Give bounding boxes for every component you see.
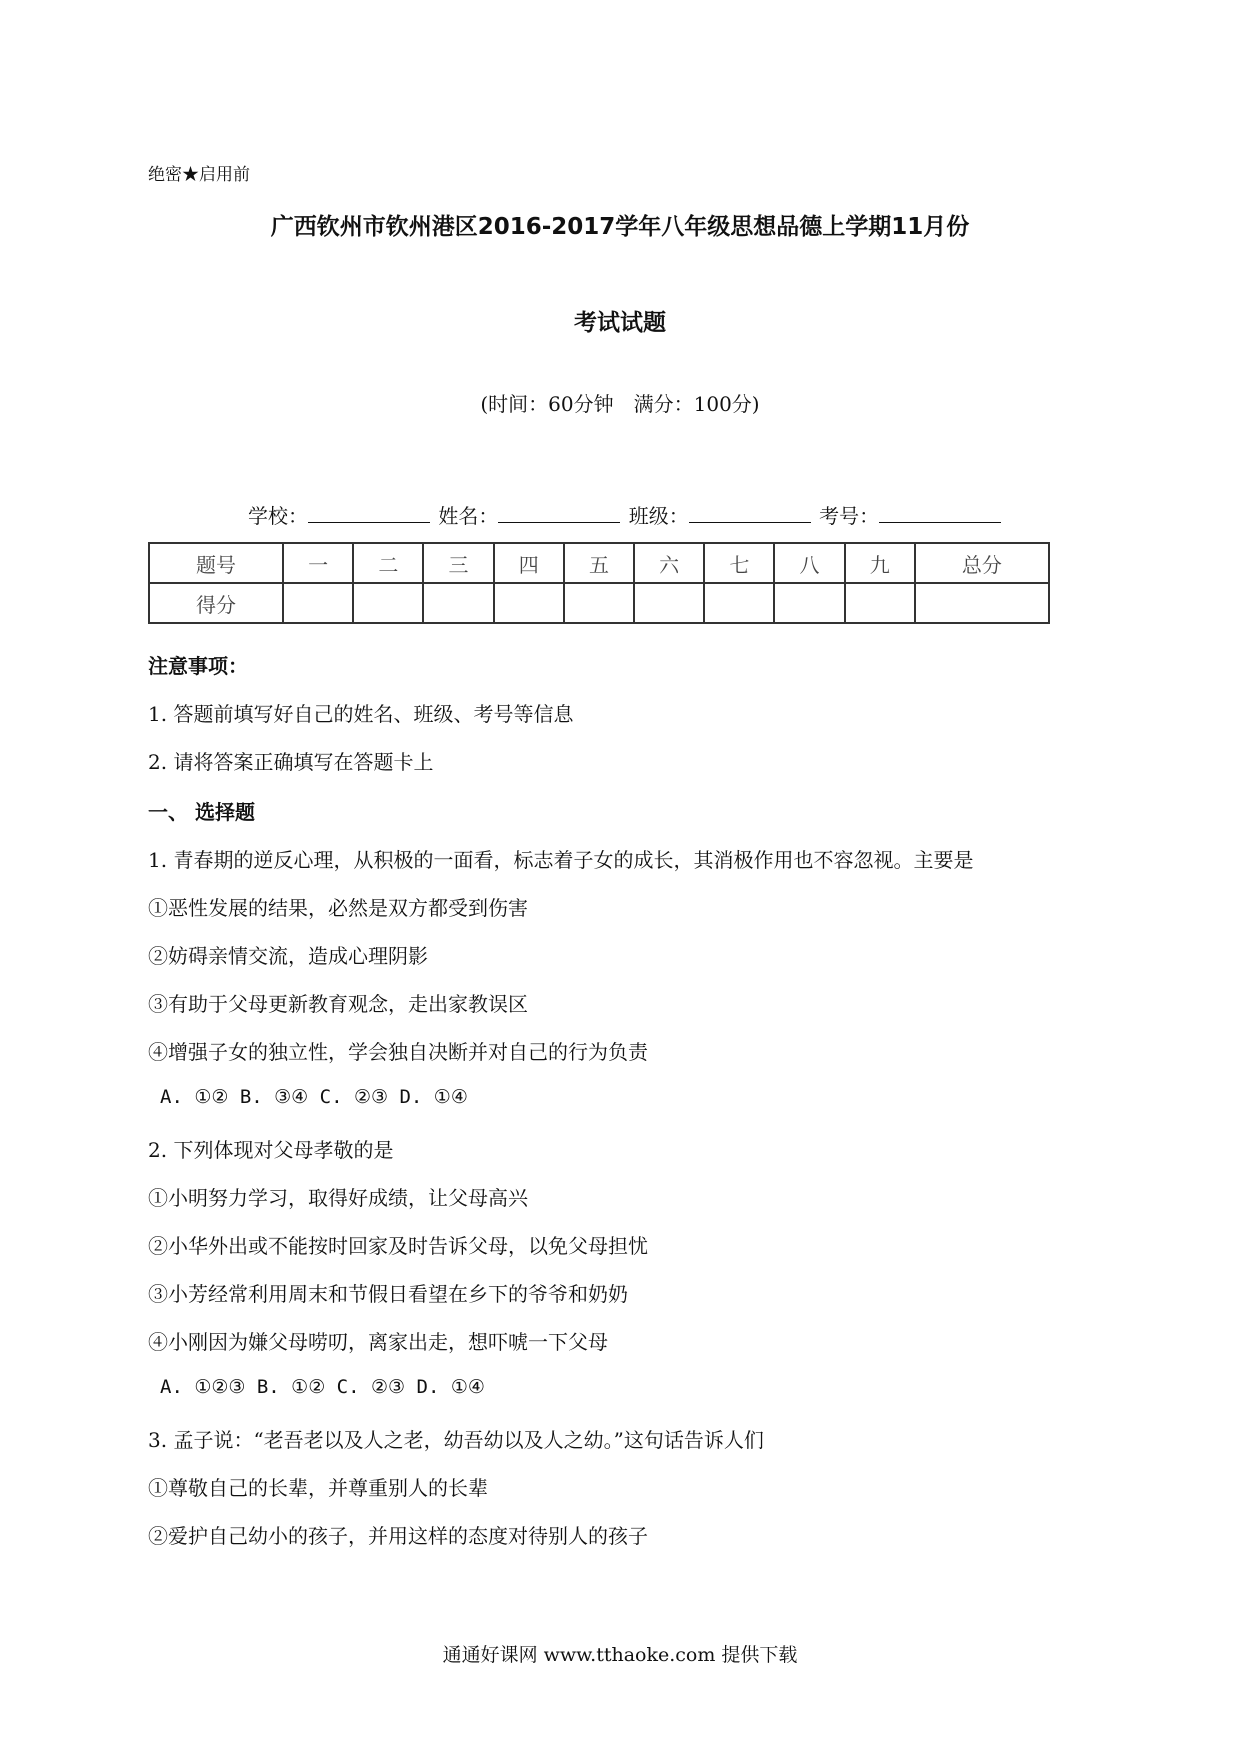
score-table-cell: 六 [634,543,704,583]
score-table-cell: 总分 [915,543,1049,583]
question-options: A. ①②③ B. ①② C. ②③ D. ①④ [160,1376,485,1398]
time-and-score-info: (时间：60分钟 满分：100分) [480,392,760,416]
score-table-cell: 三 [423,543,493,583]
question-item: ①恶性发展的结果，必然是双方都受到伤害 [148,896,528,920]
score-table-cell: 四 [494,543,564,583]
name-blank[interactable] [498,504,620,523]
note-item: 2. 请将答案正确填写在答题卡上 [148,750,434,774]
exam-title-line2: 考试试题 [574,310,666,336]
section-title: 一、 选择题 [148,800,255,824]
question-stem: 1. 青春期的逆反心理，从积极的一面看，标志着子女的成长，其消极作用也不容忽视。主要是 [148,848,974,872]
score-table-header-row [149,543,1049,583]
score-row-label: 得分 [149,583,283,623]
question-stem: 2. 下列体现对父母孝敬的是 [148,1138,394,1162]
question-item: ③小芳经常利用周末和节假日看望在乡下的爷爷和奶奶 [148,1282,628,1306]
class-blank[interactable] [689,504,811,523]
question-item: ②爱护自己幼小的孩子，并用这样的态度对待别人的孩子 [148,1524,648,1548]
score-cell[interactable] [283,583,353,623]
score-cell[interactable] [564,583,634,623]
score-cell[interactable] [774,583,844,623]
score-table-cell: 二 [353,543,423,583]
name-label: 姓名： [438,504,499,528]
score-cell[interactable] [494,583,564,623]
score-table [148,542,1050,624]
question-item: ②小华外出或不能按时回家及时告诉父母，以免父母担忧 [148,1234,648,1258]
score-cell[interactable] [704,583,774,623]
score-cell[interactable] [634,583,704,623]
question-item: ②妨碍亲情交流，造成心理阴影 [148,944,428,968]
score-table-cell: 一 [283,543,353,583]
question-item: ①尊敬自己的长辈，并尊重别人的长辈 [148,1476,488,1500]
class-label: 班级： [628,504,689,528]
number-blank[interactable] [879,504,1001,523]
notes-title: 注意事项： [148,654,248,678]
exam-title-line1: 广西钦州市钦州港区2016-2017学年八年级思想品德上学期11月份 [270,214,970,240]
student-info-line [248,500,1003,529]
score-cell[interactable] [353,583,423,623]
school-label: 学校： [248,504,308,528]
question-options: A. ①② B. ③④ C. ②③ D. ①④ [160,1086,468,1108]
school-blank[interactable] [308,504,430,523]
score-cell[interactable] [915,583,1049,623]
score-table-cell: 七 [704,543,774,583]
question-item: ①小明努力学习，取得好成绩，让父母高兴 [148,1186,528,1210]
score-table-score-row [149,583,1049,623]
question-stem: 3. 孟子说：“老吾老以及人之老，幼吾幼以及人之幼。”这句话告诉人们 [148,1428,764,1452]
confidential-label: 绝密★启用前 [148,165,250,185]
note-item: 1. 答题前填写好自己的姓名、班级、考号等信息 [148,702,574,726]
score-table-cell: 题号 [149,543,283,583]
score-table-cell: 九 [845,543,915,583]
page-footer: 通通好课网 www.tthaoke.com 提供下载 [442,1644,798,1666]
question-item: ④增强子女的独立性，学会独自决断并对自己的行为负责 [148,1040,648,1064]
question-item: ④小刚因为嫌父母唠叨，离家出走，想吓唬一下父母 [148,1330,608,1354]
number-label: 考号： [819,504,880,528]
score-cell[interactable] [423,583,493,623]
question-item: ③有助于父母更新教育观念，走出家教误区 [148,992,528,1016]
score-table-cell: 五 [564,543,634,583]
score-cell[interactable] [845,583,915,623]
score-table-cell: 八 [774,543,844,583]
